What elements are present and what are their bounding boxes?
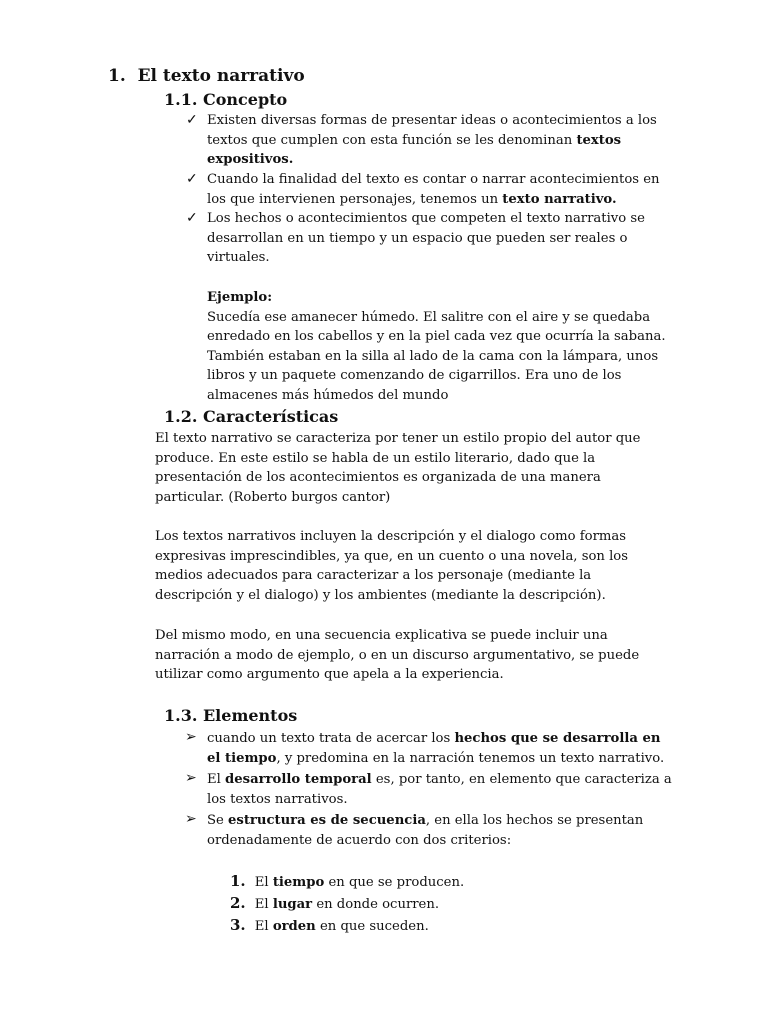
bullet-line: [207, 790, 672, 810]
paragraph-line: medios adecuados para caracterizar a los personaje (mediante la: [155, 568, 592, 584]
text: cuando un texto trata de acercar los: [207, 731, 455, 746]
section-title: Concepto: [202, 90, 288, 109]
paragraph-line: Los textos narrativos incluyen la descripción y el dialogo como formas: [155, 529, 627, 544]
text: El: [254, 897, 273, 912]
paragraph-line: expresivas imprescindibles, ya que, en un cuento o una novela, son los: [155, 548, 629, 564]
bold-term: textos: [576, 132, 622, 148]
text: textos que cumplen con esta función se les denominan: [207, 132, 577, 148]
ordered-item: [230, 915, 429, 937]
paragraph-line: El texto narrativo se caracteriza por tener un estilo propio del autor que: [155, 431, 641, 446]
paragraph-line: presentación de los acontecimientos es organizada de una manera: [155, 470, 601, 486]
checkmark-icon: ✓: [186, 112, 198, 128]
checkmark-icon: ✓: [186, 210, 198, 226]
bullet-line: [207, 749, 664, 769]
section-number: 1.3.: [164, 706, 198, 725]
example-line: También estaban en la silla al lado de la cama con la lámpara, unos: [207, 348, 659, 364]
example-line: Sucedía ese amanecer húmedo. El salitre con el aire y se quedaba: [207, 309, 651, 325]
text: en que suceden.: [315, 919, 429, 934]
text: los que intervienen personajes, tenemos un: [207, 191, 503, 207]
ordered-item: [230, 893, 439, 915]
bold-term: expositivos.: [207, 152, 294, 168]
text: Los hechos o acontecimientos que competen el texto narrativo se: [207, 211, 645, 226]
example-label: Ejemplo:: [207, 290, 273, 305]
heading-1-number: 1.: [108, 66, 126, 86]
bullet-line: [207, 111, 657, 131]
text: Cuando la finalidad del texto es contar o narrar acontecimientos en: [207, 172, 660, 187]
text: Existen diversas formas de presentar ideas o acontecimientos a los: [207, 113, 657, 128]
ordered-number: 1.: [230, 872, 246, 890]
text: es, por tanto, en elemento que caracteriza a: [371, 772, 672, 787]
bold-term: texto narrativo.: [502, 191, 617, 207]
section-title: Características: [202, 407, 339, 426]
example-line: almacenes más húmedos del mundo: [207, 387, 449, 403]
paragraph: [155, 429, 640, 507]
heading-1: [108, 66, 305, 86]
text: los textos narrativos.: [207, 791, 348, 807]
heading-1-title: El texto narrativo: [137, 66, 305, 86]
bullet-line: [207, 811, 643, 831]
bullet-line: [207, 209, 645, 229]
bold-term: estructura es de secuencia: [228, 813, 426, 828]
bold-term: desarrollo temporal: [225, 772, 372, 787]
example-line: enredado en los cabellos y en la piel cada vez que ocurría la sabana.: [207, 329, 666, 345]
bold-term: hechos que se desarrolla en: [454, 731, 661, 746]
bullet-line: [207, 229, 645, 249]
concept-bullet: [207, 170, 660, 209]
bullet-line: [207, 729, 664, 749]
text: ordenadamente de acuerdo con dos criterios:: [207, 832, 512, 848]
section-number: 1.2.: [164, 407, 198, 426]
text: El: [254, 875, 273, 890]
paragraph: [155, 626, 639, 685]
text: , y predomina en la narración tenemos un texto narrativo.: [276, 750, 665, 766]
text: El: [254, 919, 273, 934]
ordered-item: [230, 871, 464, 893]
checkmark-icon: ✓: [186, 171, 198, 187]
bullet-line: [207, 190, 660, 210]
arrowhead-bullet-icon: ➢: [185, 729, 197, 745]
bullet-line: [207, 770, 672, 790]
arrowhead-bullet-icon: ➢: [185, 811, 197, 827]
example-line: libros y un paquete comenzando de cigarrillos. Era uno de los: [207, 368, 622, 384]
element-bullet: [207, 811, 643, 850]
arrowhead-bullet-icon: ➢: [185, 770, 197, 786]
concept-bullet: [207, 111, 657, 170]
text: en que se producen.: [324, 875, 465, 890]
element-bullet: [207, 729, 664, 768]
section-1-2-heading: [164, 407, 338, 426]
ordered-number: 3.: [230, 916, 246, 934]
section-1-1-heading: [164, 90, 287, 109]
text: El: [207, 772, 226, 787]
text: en donde ocurren.: [312, 897, 440, 912]
section-1-3-heading: [164, 706, 297, 725]
bullet-line: [207, 248, 645, 268]
element-bullet: [207, 770, 672, 809]
example-block: [207, 288, 666, 406]
paragraph-line: Del mismo modo, en una secuencia explicativa se puede incluir una: [155, 628, 608, 643]
text: , en ella los hechos se presentan: [425, 813, 644, 828]
paragraph-line: produce. En este estilo se habla de un estilo literario, dado que la: [155, 450, 596, 466]
ordered-number: 2.: [230, 894, 246, 912]
bold-term: tiempo: [272, 875, 325, 890]
paragraph-line: utilizar como argumento que apela a la experiencia.: [155, 667, 504, 683]
bullet-line: [207, 150, 657, 170]
paragraph: [155, 527, 628, 605]
bold-term: el tiempo: [207, 750, 277, 766]
bold-term: lugar: [272, 897, 313, 912]
bullet-line: [207, 131, 657, 151]
section-title: Elementos: [202, 706, 298, 725]
bold-term: orden: [272, 919, 316, 934]
bullet-line: [207, 170, 660, 190]
paragraph-line: particular. (Roberto burgos cantor): [155, 489, 391, 505]
bullet-line: [207, 831, 643, 851]
paragraph-line: narración a modo de ejemplo, o en un discurso argumentativo, se puede: [155, 647, 640, 663]
concept-bullet: [207, 209, 645, 268]
section-number: 1.1.: [164, 90, 198, 109]
text: desarrollan en un tiempo y un espacio que pueden ser reales o: [207, 230, 628, 246]
text: virtuales.: [207, 250, 270, 266]
text: Se: [207, 813, 229, 828]
paragraph-line: descripción y el dialogo) y los ambientes (mediante la descripción).: [155, 587, 606, 603]
